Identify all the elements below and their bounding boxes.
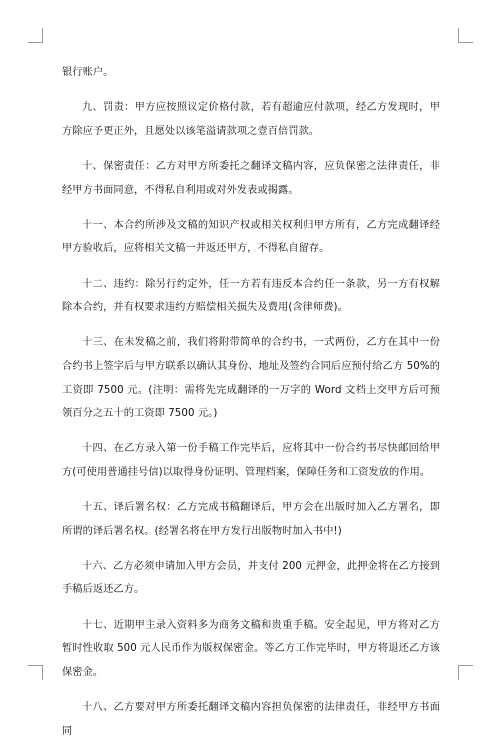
- contract-body-text: [62, 61, 440, 755]
- clause-18-confidentiality: 十八、乙方要对甲方所委托翻译文稿内容担负保密的法律责任，非经甲方书面同: [62, 702, 440, 737]
- clause-17-security-deposit: 十七、近期甲主录入资料多为商务文稿和贵重手稿。安全起见，甲方将对乙方暂时性收取 500 元人民币作为版权保密金。等乙方工作完毕时，甲方将退还乙方该保密金。: [62, 619, 440, 678]
- clause-14-return-contract: 十四、在乙方录入第一份手稿工作完毕后，应将其中一份合约书尽快邮回给甲方(可使用普通挂号信)以取得身份证明、管理档案，保障任务和工资发放的作用。: [62, 443, 440, 478]
- clause-15-attribution: 十五、译后署名权：乙方完成书稿翻译后，甲方会在出版时加入乙方署名，即所谓的译后署名权。(经署名将在甲方发行出版物时加入书中!): [62, 502, 440, 537]
- paragraph-continuation: 银行账户。: [62, 67, 114, 78]
- crop-mark-top-right: [458, 28, 473, 43]
- clause-9-penalty: 九、罚责：甲方应按照议定价格付款，若有超逾应付款项，经乙方发现时，甲方除应予更正外，且愿处以该笔溢请款项之壹百倍罚款。: [62, 102, 440, 137]
- clause-12-breach: 十二、违约：除另行约定外，任一方若有违反本合约任一条款，另一方有权解除本合约，并有权要求违约方赔偿相关损失及费用(含律师费)。: [62, 278, 440, 314]
- clause-11-intellectual-property: 十一、本合约所涉及文稿的知识产权或相关权利归甲方所有，乙方完成翻译经甲方验收后，应将相关文稿一并返还甲方，不得私自留存。: [62, 219, 440, 255]
- clause-13-contract-signing: 十三、在未发稿之前，我们将附带简单的合约书，一式两份，乙方在其中一份合约书上签字后与甲方联系以确认其身份、地址及签约合同后应预付给乙方 50%的工资即 7500 元。(注明：需将先完成翻译的一万字的 Word 文档上交甲方后可预领百分之五十的工资即 7500 元。): [62, 337, 440, 420]
- crop-mark-bottom-left: [28, 665, 43, 680]
- clause-10-confidentiality: 十、保密责任：乙方对甲方所委托之翻译文稿内容，应负保密之法律责任，非经甲方书面同意，不得私自利用或对外发表或揭露。: [62, 160, 440, 196]
- clause-16-deposit: 十六、乙方必须申请加入甲方会员，并支付 200 元押金，此押金将在乙方接到手稿后返还乙方。: [62, 560, 440, 596]
- crop-mark-top-left: [28, 28, 43, 43]
- crop-mark-bottom-right: [458, 665, 473, 680]
